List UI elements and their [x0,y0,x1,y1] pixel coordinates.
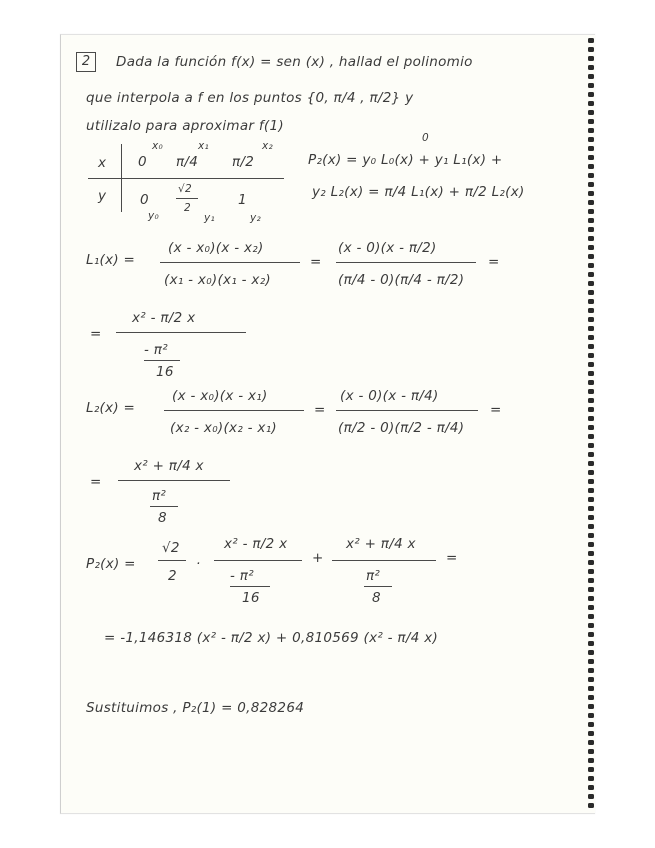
l1-simplified-bar [116,332,246,333]
spiral-ring [588,344,594,349]
l1-numerator-2: (x - 0)(x - π/2) [338,240,437,256]
p2-frac2-bar [332,560,436,561]
x0-value: 0 [138,154,147,170]
l2-simplified-bar [118,480,230,481]
spiral-ring [588,380,594,385]
spiral-ring [588,560,594,565]
spiral-ring [588,128,594,133]
x2-label: x₂ [262,140,274,152]
spiral-ring [588,443,594,448]
p2-frac1-bar [214,560,302,561]
l2-denominator: (x₂ - x₀)(x₂ - x₁) [170,420,277,436]
spiral-ring [588,524,594,529]
p2-plus: + [312,550,324,566]
l1-denominator: (x₁ - x₀)(x₁ - x₂) [164,272,271,288]
l1-simplified-den-bot: 16 [156,364,174,380]
spiral-ring [588,587,594,592]
spiral-ring [588,119,594,124]
spiral-ring [588,137,594,142]
spiral-ring [588,794,594,799]
y0-label: y₀ [148,210,160,222]
p2-equals: = [446,550,458,566]
l2-simplified-den-bar [150,506,178,507]
spiral-ring [588,65,594,70]
l1-lhs: L₁(x) = [86,252,136,268]
p2-frac2-den-bot: 8 [372,590,381,606]
spiral-ring [588,551,594,556]
y1-value-den: 2 [184,202,191,214]
spiral-ring [588,542,594,547]
spiral-ring [588,533,594,538]
spiral-ring [588,776,594,781]
spiral-binding [586,34,600,812]
table-horizontal-rule [88,178,284,179]
final-substitution: Sustituimos , P₂(1) = 0,828264 [86,700,305,716]
l2-numerator-2: (x - 0)(x - π/4) [340,388,439,404]
spiral-ring [588,596,594,601]
spiral-ring [588,371,594,376]
spiral-ring [588,155,594,160]
l1-equals: = [310,254,322,270]
spiral-ring [588,488,594,493]
spiral-ring [588,191,594,196]
x1-value: π/4 [176,154,199,170]
y1-value-num: √2 [178,183,192,195]
poly-def-line-2: y₂ L₂(x) = π/4 L₁(x) + π/2 L₂(x) [312,184,525,200]
spiral-ring [588,299,594,304]
spiral-ring [588,686,594,691]
l2-denominator-2: (π/2 - 0)(π/2 - π/4) [338,420,465,436]
l1-denominator-2: (π/4 - 0)(π/4 - π/2) [338,272,465,288]
l1-equals-2: = [488,254,500,270]
p2-frac1-den-top: - π² [230,568,254,584]
spiral-ring [588,605,594,610]
l2-equals-2: = [490,402,502,418]
l1-simplified-den-top: - π² [144,342,168,358]
l2-simplified-den-top: π² [152,488,167,504]
l2-lhs: L₂(x) = [86,400,136,416]
spiral-ring [588,731,594,736]
spiral-ring [588,434,594,439]
spiral-ring [588,632,594,637]
spiral-ring [588,209,594,214]
l1-simplified-numerator: x² - π/2 x [132,310,196,326]
spiral-ring [588,785,594,790]
x2-value: π/2 [232,154,255,170]
spiral-ring [588,227,594,232]
spiral-ring [588,677,594,682]
p2-frac1-den-bar [230,586,270,587]
spiral-ring [588,650,594,655]
spiral-ring [588,479,594,484]
p2-frac2-den-top: π² [366,568,381,584]
spiral-ring [588,641,594,646]
spiral-ring [588,74,594,79]
l1-fraction-bar-2 [336,262,476,263]
spiral-ring [588,83,594,88]
spiral-ring [588,56,594,61]
zero-annotation: 0 [422,132,429,144]
y0-value: 0 [140,192,149,208]
statement-line-1: Dada la función f(x) = sen (x) , hallad el polinomio [116,54,473,70]
spiral-ring [588,407,594,412]
l2-simplified-den-bot: 8 [158,510,167,526]
p2-coef-bar [158,560,186,561]
spiral-ring [588,38,594,43]
spiral-ring [588,173,594,178]
p2-coef-numerator: √2 [162,540,180,556]
spiral-ring [588,740,594,745]
p2-frac2-den-bar [364,586,392,587]
l2-numerator: (x - x₀)(x - x₁) [172,388,268,404]
spiral-ring [588,623,594,628]
l1-simplified-den-bar [144,360,180,361]
p2-lhs: P₂(x) = [86,556,136,572]
spiral-ring [588,695,594,700]
spiral-ring [588,218,594,223]
p2-frac1-den-bot: 16 [242,590,260,606]
spiral-ring [588,767,594,772]
l2-equals: = [314,402,326,418]
spiral-ring [588,659,594,664]
y1-fraction-bar [176,198,198,199]
p2-frac2-numerator: x² + π/4 x [346,536,416,552]
spiral-ring [588,416,594,421]
l2-simplified-numerator: x² + π/4 x [134,458,204,474]
spiral-ring [588,461,594,466]
spiral-ring [588,308,594,313]
spiral-ring [588,515,594,520]
spiral-ring [588,272,594,277]
spiral-ring [588,704,594,709]
spiral-ring [588,713,594,718]
l1-fraction-bar [160,262,300,263]
spiral-ring [588,335,594,340]
spiral-ring [588,317,594,322]
spiral-ring [588,353,594,358]
spiral-ring [588,326,594,331]
l2-fraction-bar [164,410,304,411]
spiral-ring [588,758,594,763]
spiral-ring [588,92,594,97]
notebook-page [60,34,595,814]
x0-label: x₀ [152,140,164,152]
spiral-ring [588,101,594,106]
spiral-ring [588,164,594,169]
spiral-ring [588,614,594,619]
y1-label: y₁ [204,212,216,224]
spiral-ring [588,722,594,727]
p2-result: = -1,146318 (x² - π/2 x) + 0,810569 (x² - π/4 x) [104,630,439,646]
spiral-ring [588,389,594,394]
y2-label: y₂ [250,212,262,224]
l2-fraction-bar-2 [336,410,478,411]
l1-simplified-equals: = [90,326,102,342]
spiral-ring [588,569,594,574]
l1-numerator: (x - x₀)(x - x₂) [168,240,264,256]
table-y-header: y [98,188,107,204]
p2-dot: · [196,556,201,572]
spiral-ring [588,398,594,403]
spiral-ring [588,425,594,430]
spiral-ring [588,506,594,511]
spiral-ring [588,110,594,115]
spiral-ring [588,668,594,673]
l2-simplified-equals: = [90,474,102,490]
spiral-ring [588,578,594,583]
spiral-ring [588,254,594,259]
spiral-ring [588,146,594,151]
spiral-ring [588,200,594,205]
spiral-ring [588,749,594,754]
spiral-ring [588,281,594,286]
p2-coef-denominator: 2 [168,568,177,584]
spiral-ring [588,497,594,502]
spiral-ring [588,452,594,457]
spiral-ring [588,803,594,808]
x1-label: x₁ [198,140,210,152]
y2-value: 1 [238,192,247,208]
problem-number: 2 [76,52,96,72]
spiral-ring [588,47,594,52]
statement-line-3: utilizalo para aproximar f(1) [86,118,284,134]
statement-line-2: que interpola a f en los puntos {0, π/4 , π/2} y [86,90,414,106]
spiral-ring [588,470,594,475]
spiral-ring [588,245,594,250]
p2-frac1-numerator: x² - π/2 x [224,536,288,552]
spiral-ring [588,362,594,367]
table-x-header: x [98,155,107,171]
spiral-ring [588,290,594,295]
spiral-ring [588,182,594,187]
spiral-ring [588,236,594,241]
spiral-ring [588,263,594,268]
poly-def-line-1: P₂(x) = y₀ L₀(x) + y₁ L₁(x) + [308,152,503,168]
